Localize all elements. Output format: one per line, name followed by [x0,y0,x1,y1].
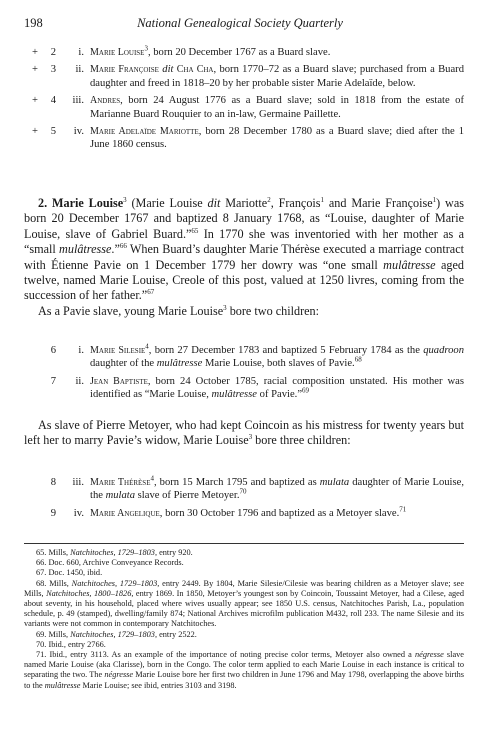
footnote-71: 71. Ibid., entry 3113. As an example of the importance of noting precise color terms, Metoyer also owned a négresse slave named Marie Louise (aka Clarisse), born in the Congo. The color term applied to each Marie Louise in each instance is critical to separating the two. The négresse Marie Louise bore her first two children in June 1796 and May 1798, overlapping the above births to the mulâtresse Marie Louise; see ibid, entries 3103 and 3198. [24,650,465,690]
list-item: + 4 iii. Andres, born 24 August 1776 as a Buard slave; sold in 1818 from the estate of Marianne Buard Rouquier to an in-law, Germaine Paillette. [32,95,464,120]
footnote-66: 66. Doc. 660, Archive Conveyance Records. [36,558,184,568]
journal-title: National Genealogical Society Quarterly [137,16,343,30]
footnote-rule [24,543,464,544]
child-name: Marie Thérèse [90,477,151,488]
footnote-65: 65. Mills, Natchitoches, 1729–1803, entry 920. [36,548,193,557]
list-item: + 2 i. Marie Louise$^3$, born 20 December 1767 as a Buard slave. [32,44,331,58]
list-item: + 5 iv. Marie Adelaïde Mariotte, born 28 December 1780 as a Buard slave; died after the 1 June 1860 census. [32,126,464,151]
paragraph-metoyer [24,418,464,449]
children-list-b [24,344,464,406]
child-name: Marie Françoise [90,64,159,76]
child-name: Marie Louise [90,47,145,58]
children-list-a [24,46,464,156]
footnotes [24,548,464,691]
footnote-70: 70. Ibid., entry 2766. [36,639,106,649]
list-item: 6 i. Marie Silesie$^4$, born 27 December 1783 and baptized 5 February 1784 as the quadroon daughter of the mulâtresse Marie Louise, both slaves of Pavie.$^{68}$ [50,342,464,370]
list-item: 7 ii. Jean Baptiste, born 24 October 1785, racial composition unstated. His mother was identified as “Marie Louise, mulâtresse of Pavie.”$^{69}$ [50,375,465,401]
running-header [24,16,456,34]
list-item: + 3 ii. Marie Françoise dit Cha Cha, born 1770–72 as a Buard slave; purchased from a Buard daughter and freed in 1818–20 by her probable sister Marie Adelaïde, below. [32,64,464,89]
child-name: Marie Silesie [90,345,146,356]
footnote-69: 69. Mills, Natchitoches, 1729–1803, entry 2522. [36,629,197,639]
section-marie-louise [24,196,464,319]
page-number: 198 [24,16,43,30]
children-list-c [24,476,464,524]
footnote-68: 68. Mills, Natchitoches, 1729–1803, entry 2449. By 1804, Marie Silesie/Cilesie was bearing children as a Metoyer slave; see Mills, Natchitoches, 1800–1826, entry 1869. In 1850, Metoyer’s youngest son by Coincoin, Toussaint Metoyer, had a Cilese, aged about seventy, in his household, placed where wives usually appear; see 1850 U.S. census, Natchitoches Parish, La., population schedule, p. 49 (stamped), dwelling/family 874; National Archives microfilm publication M432, roll 233. The name Silesie and its variants were not common in contemporary Natchitoches. [24,578,465,629]
child-name: Marie Angelique [90,507,160,519]
bio-paragraph: As slave of Pierre Metoyer, who had kept Coincoin as his mistress for twenty years but left her to marry Pavie’s widow, Marie Louise$^3$ bore three children: [24,418,464,448]
child-name: Andres [90,95,121,107]
bio-paragraph: As a Pavie slave, young Marie Louise$^3$ bore two children: [38,303,320,318]
bio-paragraph: 2. Marie Louise$^3$ (Marie Louise dit Mariotte$^2$, François$^1$ and Marie Françoise$^1$) was born 20 December 1767 and baptized 8 January 1768, as “Louise, daughter of Marie Louise, slave of Gabriel Buard.”$^{65}$ In 1770 she was inventoried with her mother as a “small mulâtresse.”$^{66}$ When Buard’s daughter Marie Thérèse executed a marriage contract with Étienne Pavie on 1 December 1779 her dowry was “one small mulâtresse aged twelve, named Marie Louise, Creole of this post, valued at 1250 livres, coming from the succession of her father.”$^{67}$ [24,195,465,303]
list-item: 8 iii. Marie Thérèse$^4$, born 15 March 1795 and baptized as mulata daughter of Marie Louise, the mulata slave of Pierre Metoyer.$^{70}$ [50,474,464,502]
child-name: Jean Baptiste [90,375,148,387]
footnote-67: 67. Doc. 1450, ibid. [36,568,103,578]
list-item: 9 iv. Marie Angelique, born 30 October 1796 and baptized as a Metoyer slave.$^{71}$ [50,505,407,519]
child-name: Marie Adelaïde Mariotte [90,126,199,138]
